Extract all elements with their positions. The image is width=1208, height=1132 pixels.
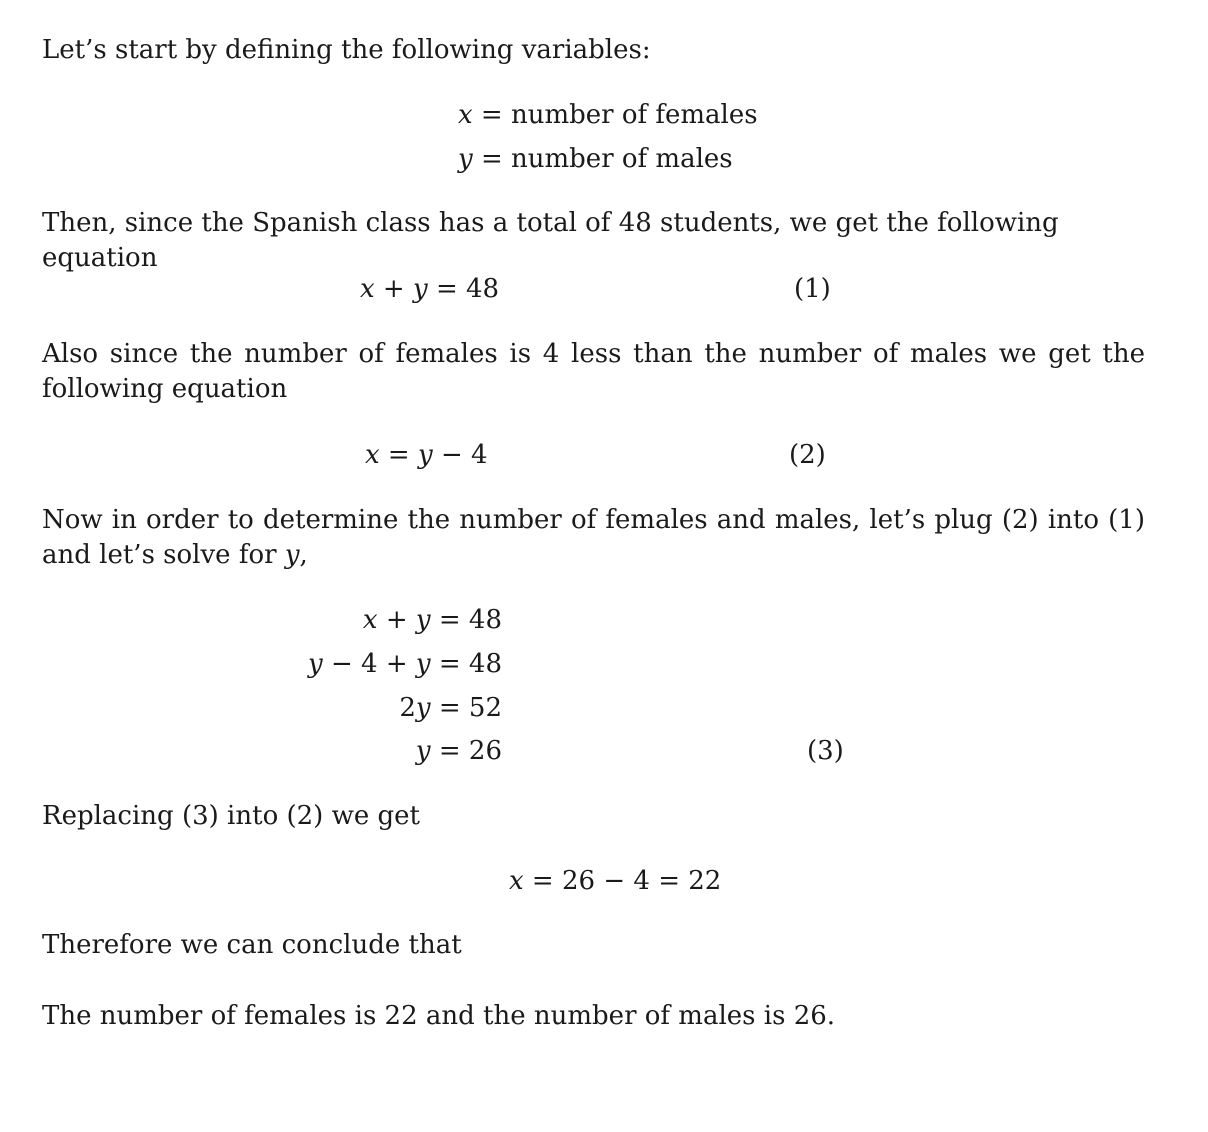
definition-y-text: = number of males [472,144,733,174]
definition-x [458,98,758,133]
eq1-plus: + [374,274,413,304]
replacing-text-a: Replacing [42,801,182,831]
eq2-rest: − 4 [432,440,488,470]
total-text: Then, since the Spanish class has a total of 48 students, we get the following equation [42,208,1059,273]
equation-1-label: (1) [794,274,831,304]
therefore-text: Therefore we can conclude that [42,930,462,960]
solve3-rest: = 52 [430,693,502,723]
now-text-b: into [1038,505,1109,535]
solve2-mid: − 4 + [322,649,416,679]
also-text: Also since the number of females is 4 less than the number of males we get the following equation [42,339,1145,404]
eq2-y: y [418,440,433,470]
solve1-plus: + [377,605,416,635]
solve2-y1: y [308,649,323,679]
conclusion-text: The number of females is 22 and the number of males is 26. [42,1001,836,1031]
eq1-y: y [413,274,428,304]
definition-y [458,142,733,177]
eq1-x: x [360,274,375,304]
therefore-paragraph [42,928,1145,963]
result-x: x [509,866,524,896]
equation-2-label: (2) [789,440,826,470]
definition-x-text: = number of females [472,100,758,130]
var-y: y [458,144,473,174]
total-paragraph [42,206,1145,276]
intro-paragraph [42,33,1145,68]
solve1-x: x [362,605,378,635]
replacing-text-c: we get [323,801,420,831]
solve-line-2 [308,647,502,682]
solve4-y: y [415,736,431,766]
solve3-coef: 2 [399,693,416,723]
eq1-rest: = 48 [427,274,500,304]
equation-3-label: (3) [807,736,844,766]
replacing-ref-3: (3) [181,801,219,831]
now-ref-2: (2) [1001,505,1039,535]
replacing-paragraph [42,799,1145,834]
solve1-y: y [415,605,431,635]
solve1-rest: = 48 [430,605,502,635]
var-x: x [458,100,473,130]
now-text-d: , [299,540,308,570]
solve-line-4 [416,734,502,769]
now-paragraph [42,503,1145,573]
solve-line-3 [399,691,502,726]
also-paragraph [42,337,1145,407]
solve2-y2: y [415,649,431,679]
result-equation [509,864,721,899]
solve4-rest: = 26 [430,736,502,766]
solve-line-1 [363,603,502,638]
solve3-y: y [415,693,431,723]
equation-1 [360,272,499,307]
replacing-ref-2: (2) [286,801,324,831]
now-text-c: and let’s solve for [42,540,285,570]
now-ref-1: (1) [1108,505,1145,535]
solve2-rest: = 48 [430,649,502,679]
now-var-y: y [284,540,300,570]
replacing-text-b: into [218,801,287,831]
conclusion-paragraph [42,999,1145,1034]
now-text-a: Now in order to determine the number of females and males, let’s plug [42,505,1002,535]
eq2-eq: = [379,440,418,470]
eq2-x: x [365,440,380,470]
result-rest: = 26 − 4 = 22 [523,866,722,896]
intro-text: Let’s start by defining the following variables: [42,35,651,65]
equation-2 [365,438,488,473]
